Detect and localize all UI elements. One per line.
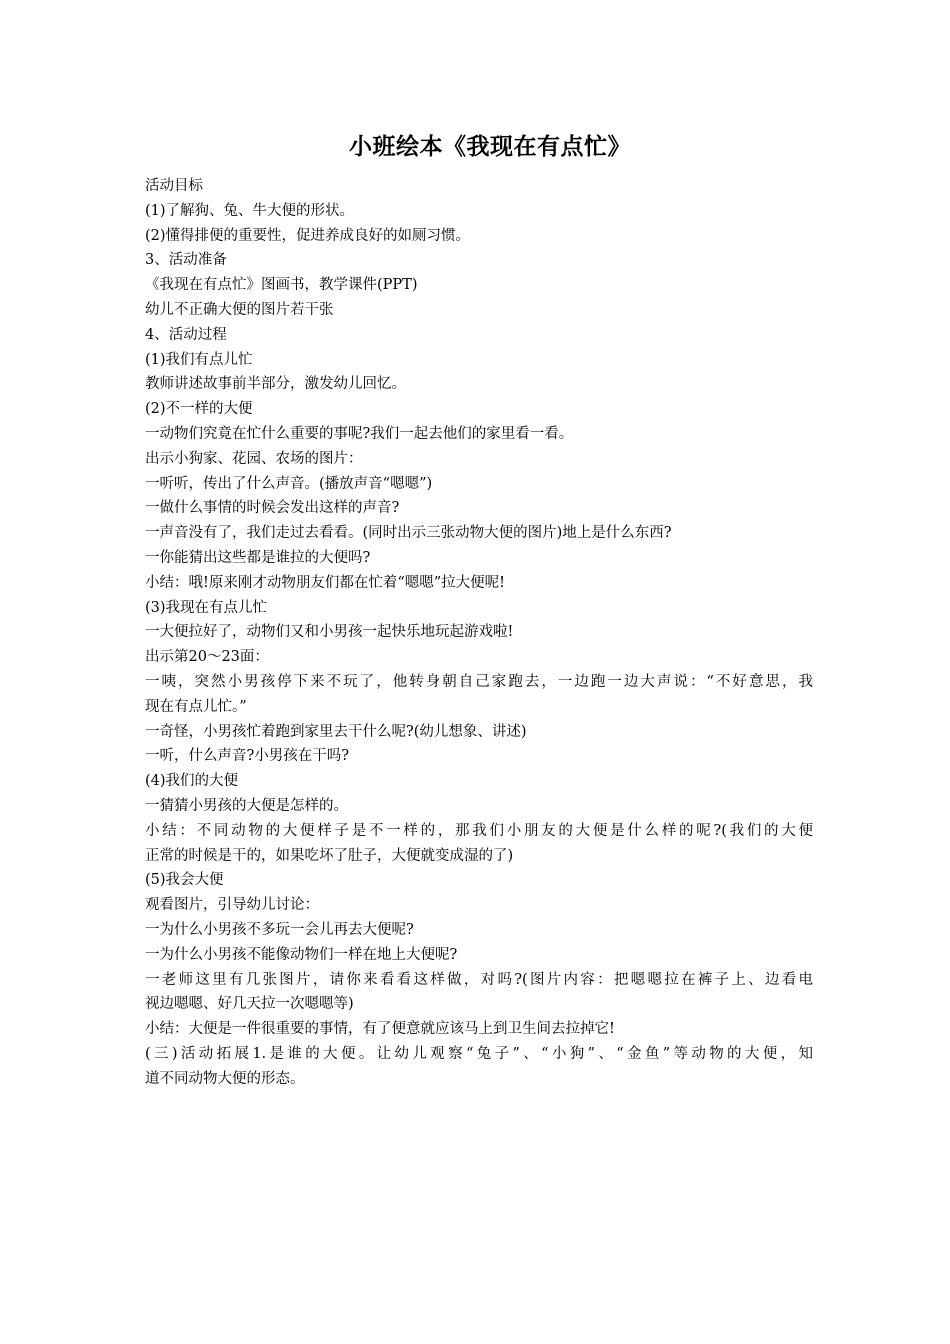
document-body <box>145 174 813 1091</box>
text-line: 观看图片，引导幼儿讨论： <box>145 897 319 914</box>
text-line: 小结：不同动物的大便样子是不一样的，那我们小朋友的大便是什么样的呢?(我们的大便 <box>145 822 813 839</box>
text-line: (三)活动拓展1.是谁的大便。让幼儿观察“兔子”、“小狗”、“金鱼”等动物的大便，知 <box>145 1045 813 1062</box>
text-line: 一咦，突然小男孩停下来不玩了，他转身朝自己家跑去，一边跑一边大声说：“不好意思，我 <box>145 673 813 690</box>
text-line: 一动物们究竟在忙什么重要的事呢?我们一起去他们的家里看一看。 <box>145 425 574 442</box>
text-line: 小结：大便是一件很重要的事情，有了便意就应该马上到卫生间去拉掉它! <box>145 1021 615 1038</box>
text-line: 一奇怪，小男孩忙着跑到家里去干什么呢?(幼儿想象、讲述) <box>145 723 527 740</box>
text-line: 教师讲述故事前半部分，激发幼儿回忆。 <box>145 376 406 393</box>
text-line: 道不同动物大便的形态。 <box>145 1070 305 1087</box>
text-line: 现在有点儿忙。” <box>145 698 247 715</box>
text-line: 4、活动过程 <box>145 326 227 343</box>
text-line: 出示小狗家、花园、农场的图片： <box>145 450 363 467</box>
text-line: (2)懂得排便的重要性，促进养成良好的如厕习惯。 <box>145 227 471 244</box>
text-line: 活动目标 <box>145 178 203 194</box>
text-line: 一做什么事情的时候会发出这样的声音? <box>145 500 400 517</box>
text-line: 3、活动准备 <box>145 252 227 269</box>
text-line: 一为什么小男孩不多玩一会儿再去大便呢? <box>145 921 414 938</box>
text-line: (2)不一样的大便 <box>145 401 253 418</box>
text-line: 一你能猜出这些都是谁拉的大便吗? <box>145 549 371 566</box>
text-line: (1)我们有点儿忙 <box>145 351 253 368</box>
text-line: (3)我现在有点儿忙 <box>145 599 268 616</box>
text-line: 一猜猜小男孩的大便是怎样的。 <box>145 797 348 814</box>
text-line: 视边嗯嗯、好几天拉一次嗯嗯等) <box>145 996 354 1013</box>
text-line: (1)了解狗、兔、牛大便的形状。 <box>145 202 355 219</box>
document-title: 小班绘本《我现在有点忙》 <box>349 133 631 160</box>
text-line: 幼儿不正确大便的图片若干张 <box>145 301 334 318</box>
text-line: 一大便拉好了，动物们又和小男孩一起快乐地玩起游戏啦! <box>145 624 514 641</box>
text-line: 一为什么小男孩不能像动物们一样在地上大便呢? <box>145 946 458 963</box>
text-line: 正常的时候是干的，如果吃坏了肚子，大便就变成湿的了) <box>145 847 514 864</box>
text-line: 一老师这里有几张图片，请你来看看这样做，对吗?(图片内容：把嗯嗯拉在裤子上、边看电 <box>145 971 813 988</box>
text-line: 一听，什么声音?小男孩在干吗? <box>145 748 350 765</box>
text-line: 一听听，传出了什么声音。(播放声音“嗯嗯”) <box>145 475 433 492</box>
text-line: 《我现在有点忙》图画书，教学课件(PPT) <box>145 277 418 294</box>
text-line: (4)我们的大便 <box>145 773 239 790</box>
text-line: 出示第20～23面： <box>145 649 269 666</box>
text-line: 一声音没有了，我们走过去看看。(同时出示三张动物大便的图片)地上是什么东西? <box>145 525 672 542</box>
text-line: (5)我会大便 <box>145 872 224 889</box>
text-line: 小结：哦!原来刚才动物朋友们都在忙着“嗯嗯”拉大便呢! <box>145 574 505 591</box>
